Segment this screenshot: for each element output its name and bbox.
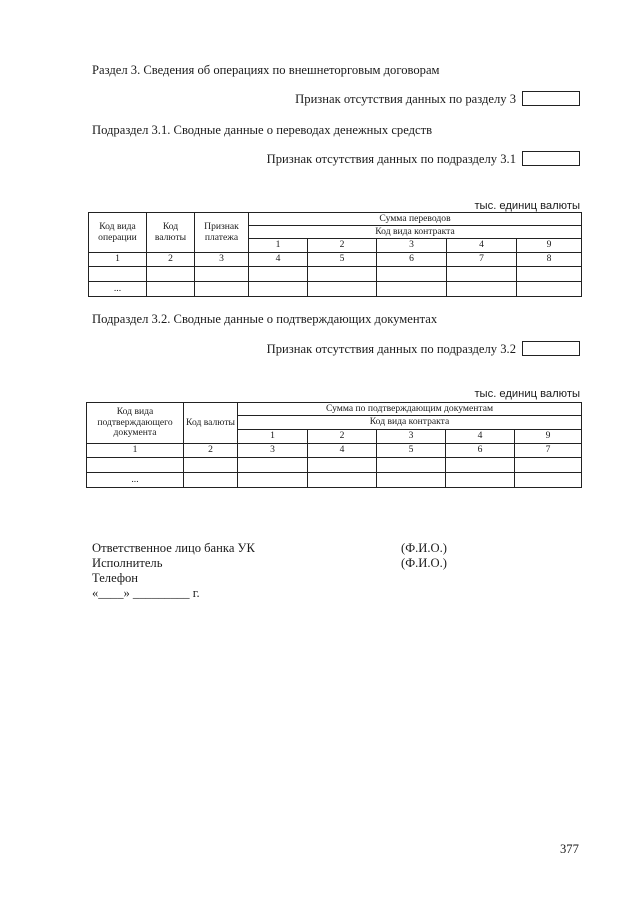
column-number-cell: 5 [377,444,446,458]
header-payment-flag: Признак платежа [195,213,249,253]
subsection-3-1-flag-box[interactable] [522,151,580,166]
data-cell[interactable] [377,458,446,473]
data-cell[interactable] [517,267,582,282]
data-cell[interactable] [87,458,184,473]
header-currency-code: Код валюты [147,213,195,253]
table-row [89,282,582,297]
data-cell[interactable] [377,282,447,297]
phone-label: Телефон [92,571,139,585]
header-contract-type: Код вида контракта [238,416,582,430]
contract-type-cell: 3 [377,239,447,253]
data-cell[interactable] [447,267,517,282]
data-cell[interactable] [308,473,377,488]
data-cell[interactable] [446,473,515,488]
column-number-cell: 1 [87,444,184,458]
column-number-cell: 6 [377,253,447,267]
column-number-cell: 7 [447,253,517,267]
header-contract-type: Код вида контракта [249,226,582,239]
table-2-units: тыс. единиц валюты [474,388,580,400]
executor-fio-label: (Ф.И.О.) [401,556,447,570]
column-number-cell: 2 [184,444,238,458]
executor-label: Исполнитель [92,556,163,570]
data-cell[interactable] [377,473,446,488]
contract-type-cell: 1 [249,239,308,253]
contract-type-cell: 4 [446,430,515,444]
column-number-cell: 7 [515,444,582,458]
data-cell[interactable] [308,458,377,473]
data-cell[interactable] [238,458,308,473]
date-line: «____» _________ г. [92,586,200,600]
column-number-cell: 3 [195,253,249,267]
subsection-3-2-title: Подраздел 3.2. Сводные данные о подтверждающих документах [92,312,438,326]
data-cell[interactable] [184,473,238,488]
contract-type-cell: 9 [515,430,582,444]
column-number-cell: 4 [249,253,308,267]
data-cell[interactable] [249,267,308,282]
transfers-table [88,212,582,297]
data-cell[interactable] [249,282,308,297]
table-row [87,458,582,473]
data-cell[interactable] [89,267,147,282]
ellipsis-cell: ... [89,282,147,297]
header-currency-code: Код валюты [184,403,238,444]
data-cell[interactable] [446,458,515,473]
section-flag-label: Признак отсутствия данных по разделу 3 [295,92,516,106]
section-title: Раздел 3. Сведения об операциях по внешнеторговым договорам [92,63,440,77]
contract-type-cell: 2 [308,430,377,444]
data-cell[interactable] [515,473,582,488]
documents-table [86,402,582,488]
column-number-cell: 3 [238,444,308,458]
data-cell[interactable] [517,282,582,297]
data-cell[interactable] [195,282,249,297]
data-cell[interactable] [308,267,377,282]
ellipsis-cell: ... [87,473,184,488]
column-number-cell: 1 [89,253,147,267]
subsection-3-1-flag-label: Признак отсутствия данных по подразделу 3.1 [266,152,516,166]
page-number: 377 [560,842,579,856]
data-cell[interactable] [238,473,308,488]
contract-type-cell: 4 [447,239,517,253]
column-number-cell: 4 [308,444,377,458]
subsection-3-1-title: Подраздел 3.1. Сводные данные о переводах денежных средств [92,123,433,137]
column-number-cell: 5 [308,253,377,267]
data-cell[interactable] [515,458,582,473]
contract-type-cell: 9 [517,239,582,253]
subsection-3-2-flag-label: Признак отсутствия данных по подразделу 3.2 [266,342,516,356]
data-cell[interactable] [447,282,517,297]
data-cell[interactable] [195,267,249,282]
responsible-person-label: Ответственное лицо банка УК [92,541,255,555]
data-cell[interactable] [147,267,195,282]
contract-type-cell: 1 [238,430,308,444]
section-flag-box[interactable] [522,91,580,106]
table-1-units: тыс. единиц валюты [474,200,580,212]
contract-type-cell: 2 [308,239,377,253]
header-transfer-sum: Сумма переводов [249,213,582,226]
responsible-fio-label: (Ф.И.О.) [401,541,447,555]
table-row [89,267,582,282]
data-cell[interactable] [377,267,447,282]
subsection-3-2-flag-box[interactable] [522,341,580,356]
table-row [87,473,582,488]
data-cell[interactable] [184,458,238,473]
header-documents-sum: Сумма по подтверждающим документам [238,403,582,416]
column-number-cell: 2 [147,253,195,267]
data-cell[interactable] [308,282,377,297]
contract-type-cell: 3 [377,430,446,444]
column-number-cell: 6 [446,444,515,458]
header-document-code: Код вида подтверждающего документа [87,403,184,444]
header-operation-code: Код вида операции [89,213,147,253]
data-cell[interactable] [147,282,195,297]
column-number-cell: 8 [517,253,582,267]
